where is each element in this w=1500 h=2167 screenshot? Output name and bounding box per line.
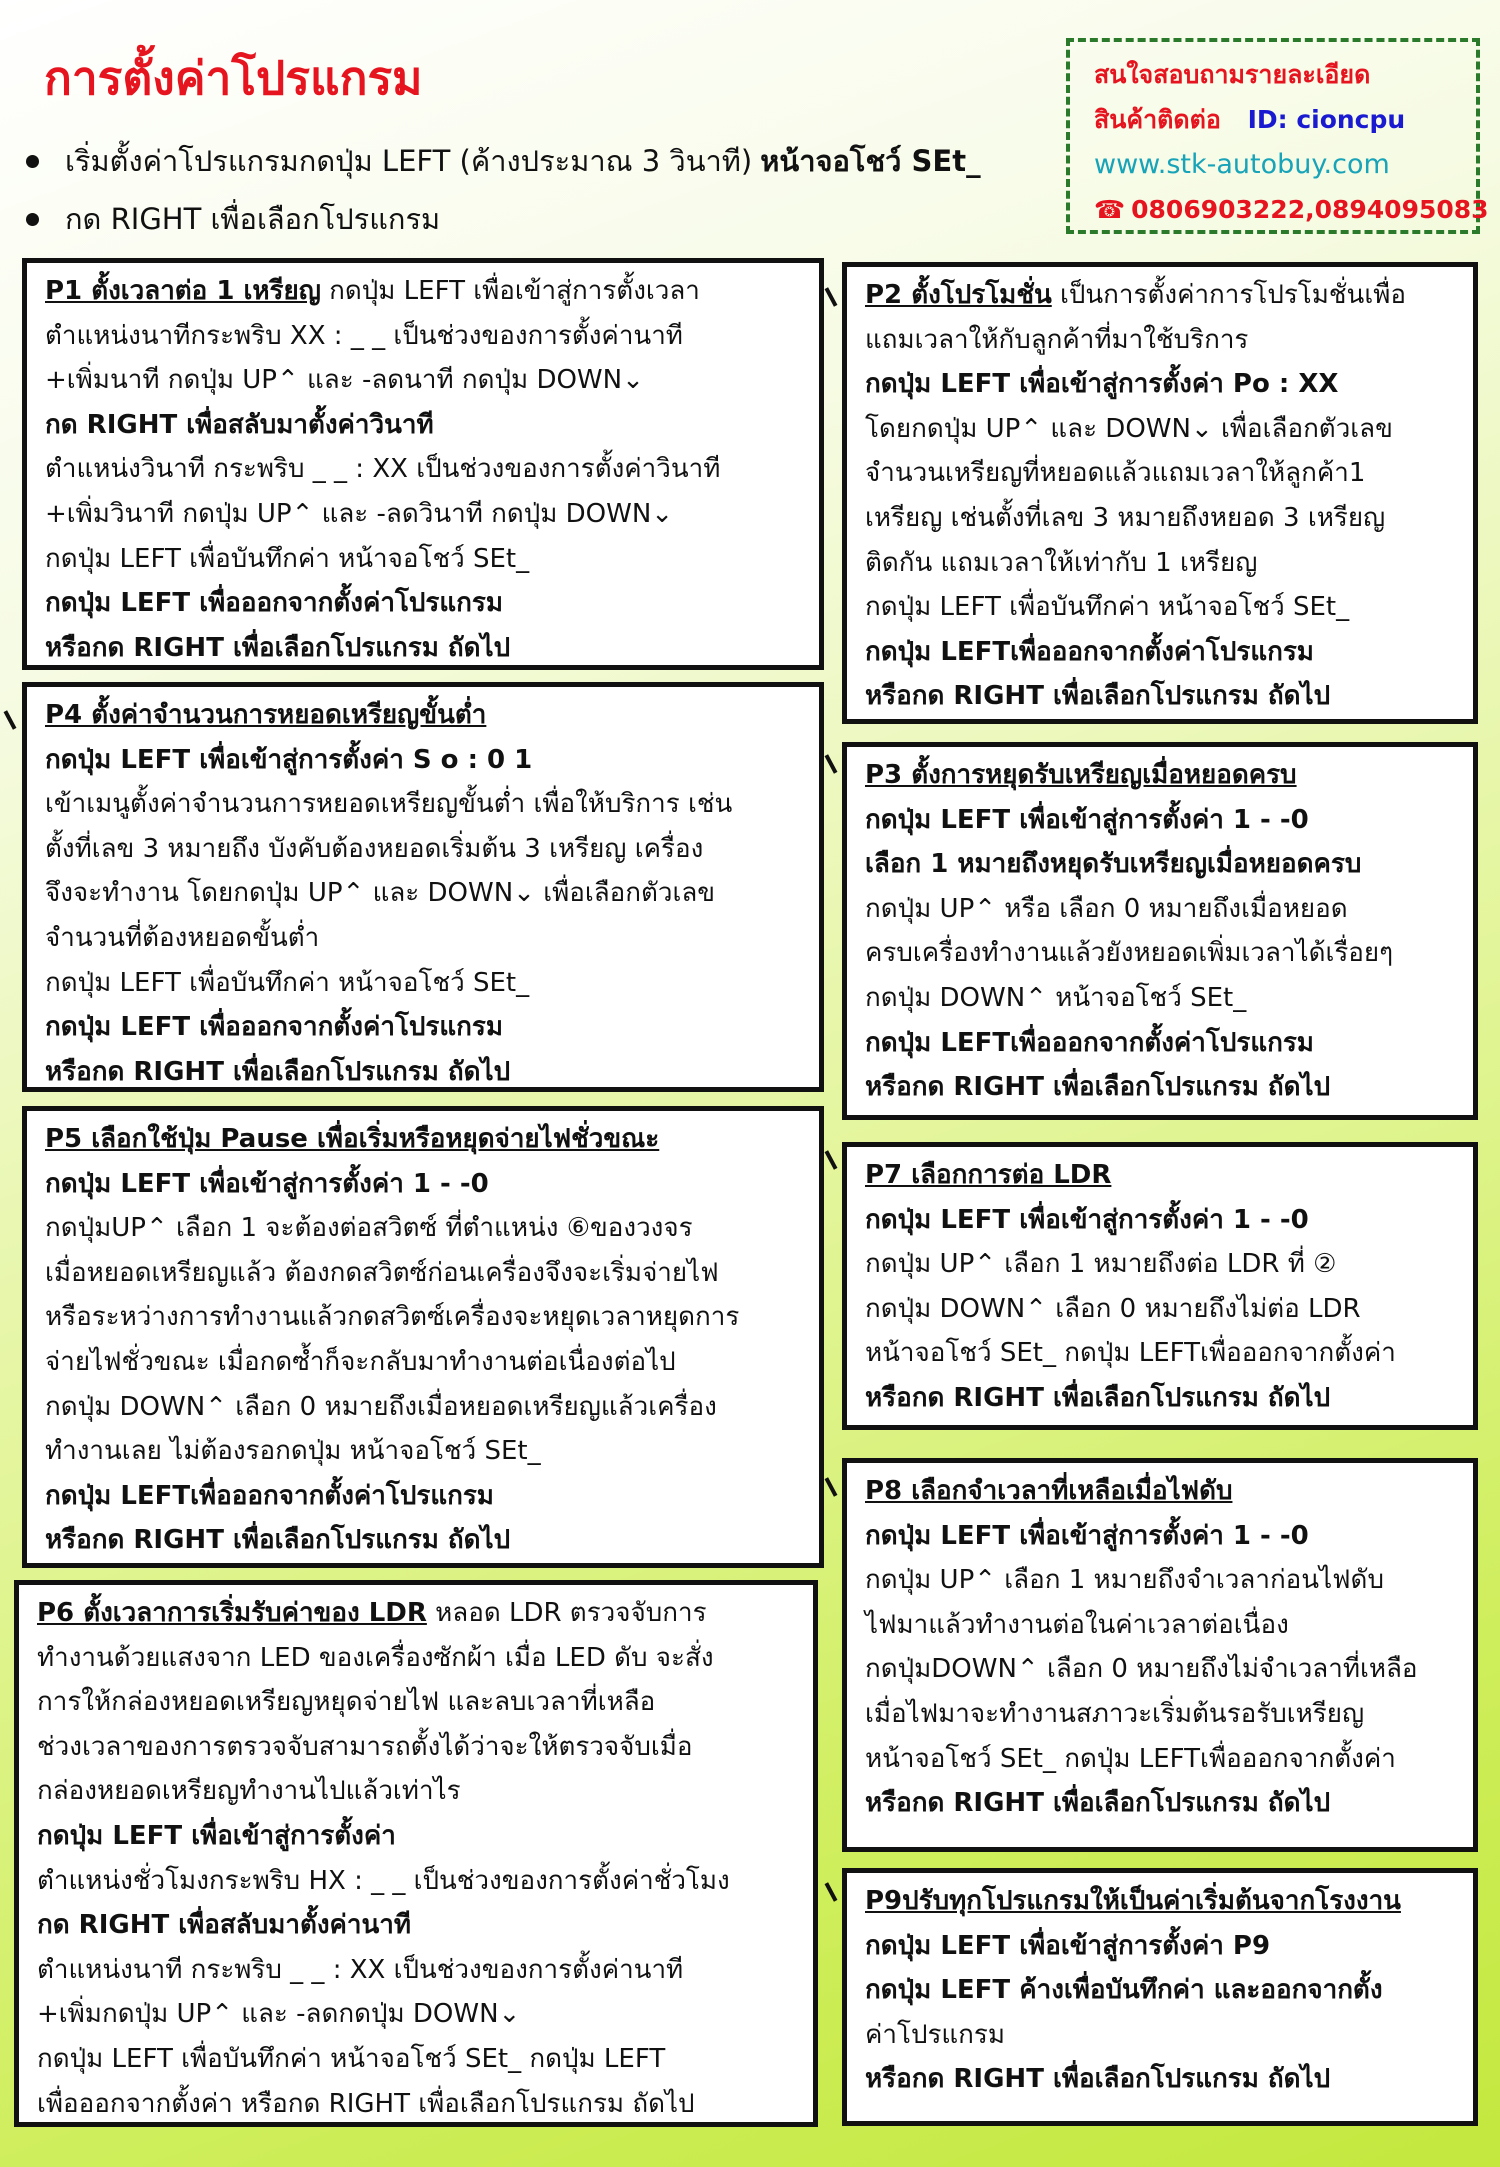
instruction-line: เมื่อไฟมาจะทำงานสภาวะเริ่มต้นรอรับเหรียญ bbox=[865, 1698, 1365, 1729]
instruction-line: +เพิ่มนาที กดปุ่ม UP⌃ และ -ลดนาที กดปุ่ม DOWN⌄ bbox=[45, 365, 644, 396]
panel-title: P9ปรับทุกโปรแกรมให้เป็นค่าเริ่มต้นจากโรงงาน bbox=[865, 1886, 1401, 1916]
instruction-line: กดปุ่ม LEFT เพื่อออกจากตั้งค่าโปรแกรม bbox=[45, 588, 503, 619]
instruction-line: กดปุ่ม LEFT เพื่อเข้าสู่การตั้งค่า 1 - -0 bbox=[865, 1520, 1309, 1551]
instruction-line: หน้าจอโชว์ SEt_ กดปุ่ม LEFTเพื่อออกจากตั้งค่า bbox=[865, 1743, 1396, 1774]
instruction-line: กดปุ่ม LEFT เพื่อเข้าสู่การตั้งค่า 1 - -0 bbox=[865, 804, 1309, 835]
website-link[interactable]: www.stk-autobuy.com bbox=[1094, 149, 1390, 180]
instruction-line: กดปุ่ม UP⌃ เลือก 1 หมายถึงจำเวลาก่อนไฟดับ bbox=[865, 1565, 1384, 1596]
instruction-line: ทำงานด้วยแสงจาก LED ของเครื่องซักผ้า เมื่อ LED ดับ จะสั่ง bbox=[37, 1642, 714, 1673]
instruction-line: กดปุ่ม UP⌃ เลือก 1 หมายถึงต่อ LDR ที่ ② bbox=[865, 1249, 1337, 1280]
panel-title: P8 เลือกจำเวลาที่เหลือเมื่อไฟดับ bbox=[865, 1476, 1233, 1506]
bullet-item bbox=[26, 190, 981, 248]
instruction-line: ตำแหน่งนาที กระพริบ _ _ : XX เป็นช่วงของการตั้งค่านาที bbox=[37, 1954, 684, 1985]
phone-icon: ☎ bbox=[1094, 195, 1126, 224]
panel-title-rest: หลอด LDR ตรวจจับการ bbox=[426, 1598, 707, 1628]
panel-p2 bbox=[842, 262, 1478, 724]
corner-tick-mark bbox=[825, 287, 838, 307]
instruction-line: เพื่อออกจากตั้งค่า หรือกด RIGHT เพื่อเลือกโปรแกรม ถัดไป bbox=[37, 2088, 695, 2119]
panel-heading bbox=[865, 753, 1461, 798]
instruction-line: หรือกด RIGHT เพื่อเลือกโปรแกรม ถัดไป bbox=[865, 1072, 1331, 1103]
bullet-item bbox=[26, 132, 981, 190]
page-title: การตั้งค่าโปรแกรม bbox=[44, 51, 423, 105]
instruction-line: จำนวนเหรียญที่หยอดแล้วแถมเวลาให้ลูกค้า1 bbox=[865, 458, 1366, 489]
contact-box bbox=[1066, 38, 1489, 234]
instruction-line: เลือก 1 หมายถึงหยุดรับเหรียญเมื่อหยอดครบ bbox=[865, 849, 1362, 880]
corner-tick-mark bbox=[825, 754, 838, 774]
instruction-line: กดปุ่ม LEFT เพื่อเข้าสู่การตั้งค่า S o : 0 1 bbox=[45, 744, 533, 775]
panel-p8 bbox=[842, 1458, 1478, 1852]
instruction-line: เหรียญ เช่นตั้งที่เลข 3 หมายถึงหยอด 3 เหรียญ bbox=[865, 502, 1386, 533]
panel-p9 bbox=[842, 1868, 1478, 2126]
instruction-line: กดปุ่ม DOWN⌃ เลือก 0 หมายถึงเมื่อหยอดเหรียญแล้วเครื่อง bbox=[45, 1391, 717, 1422]
instruction-line: กดปุ่ม LEFT เพื่อเข้าสู่การตั้งค่า P9 bbox=[865, 1930, 1271, 1961]
instruction-line: หรือกด RIGHT เพื่อเลือกโปรแกรม ถัดไป bbox=[865, 1382, 1331, 1413]
instruction-line: +เพิ่มวินาที กดปุ่ม UP⌃ และ -ลดวินาที กดปุ่ม DOWN⌄ bbox=[45, 498, 674, 529]
instruction-line: ทำงานเลย ไม่ต้องรอกดปุ่ม หน้าจอโชว์ SEt_ bbox=[45, 1436, 541, 1467]
instruction-line: กดปุ่ม UP⌃ หรือ เลือก 0 หมายถึงเมื่อหยอด bbox=[865, 893, 1348, 924]
panel-title: P5 เลือกใช้ปุ่ม Pause เพื่อเริ่มหรือหยุดจ่ายไฟชั่วขณะ bbox=[45, 1124, 660, 1154]
instruction-line: กดปุ่ม LEFTเพื่อออกจากตั้งค่าโปรแกรม bbox=[865, 1027, 1314, 1058]
instruction-line: จึงจะทำงาน โดยกดปุ่ม UP⌃ และ DOWN⌄ เพื่อเลือกตัวเลข bbox=[45, 878, 716, 909]
instruction-line: กดปุ่ม LEFT เพื่อเข้าสู่การตั้งค่า bbox=[37, 1820, 396, 1851]
instruction-line: กดปุ่ม DOWN⌃ เลือก 0 หมายถึงไม่ต่อ LDR bbox=[865, 1293, 1361, 1324]
intro-bullets bbox=[26, 132, 981, 248]
instruction-line: กดปุ่ม LEFT ค้างเพื่อบันทึกค่า และออกจากตั้ง bbox=[865, 1975, 1383, 2006]
panel-heading bbox=[45, 1117, 807, 1162]
panel-p4 bbox=[22, 682, 824, 1092]
instruction-line: กดปุ่ม LEFTเพื่อออกจากตั้งค่าโปรแกรม bbox=[865, 636, 1314, 667]
instruction-line: โดยกดปุ่ม UP⌃ และ DOWN⌄ เพื่อเลือกตัวเลข bbox=[865, 413, 1393, 444]
panel-p7 bbox=[842, 1142, 1478, 1430]
contact-id-label: สินค้าติดต่อ bbox=[1094, 105, 1221, 134]
panel-heading bbox=[37, 1591, 801, 1636]
panel-title-rest: กดปุ่ม LEFT เพื่อเข้าสู่การตั้งเวลา bbox=[320, 276, 700, 306]
panel-heading bbox=[865, 1153, 1461, 1198]
instruction-line: กล่องหยอดเหรียญทำงานไปแล้วเท่าไร bbox=[37, 1776, 461, 1807]
instruction-line: ตำแหน่งวินาที กระพริบ _ _ : XX เป็นช่วงของการตั้งค่าวินาที bbox=[45, 454, 721, 485]
contact-phone: 0806903222,0894095083 bbox=[1131, 195, 1489, 224]
instruction-line: การให้กล่องหยอดเหรียญหยุดจ่ายไฟ และลบเวลาที่เหลือ bbox=[37, 1687, 656, 1718]
bullet-text: กด RIGHT เพื่อเลือกโปรแกรม bbox=[65, 202, 441, 236]
instruction-line: ครบเครื่องทำงานแล้วยังหยอดเพิ่มเวลาได้เรื่อยๆ bbox=[865, 938, 1394, 969]
instruction-line: กดปุ่ม LEFT เพื่อบันทึกค่า หน้าจอโชว์ SEt_ bbox=[45, 543, 530, 574]
panel-title: P1 ตั้งเวลาต่อ 1 เหรียญ bbox=[45, 276, 321, 306]
instruction-line: กด RIGHT เพื่อสลับมาตั้งค่าวินาที bbox=[45, 409, 434, 440]
instruction-line: หน้าจอโชว์ SEt_ กดปุ่ม LEFTเพื่อออกจากตั้งค่า bbox=[865, 1338, 1396, 1369]
corner-tick-mark bbox=[4, 710, 17, 730]
contact-id-line bbox=[1094, 97, 1476, 142]
instruction-line: ตำแหน่งนาทีกระพริบ XX : _ _ เป็นช่วงของการตั้งค่านาที bbox=[45, 320, 683, 351]
panel-title-rest: เป็นการตั้งค่าการโปรโมชั่นเพื่อ bbox=[1051, 280, 1406, 310]
instruction-line: กดปุ่มDOWN⌃ เลือก 0 หมายถึงไม่จำเวลาที่เหลือ bbox=[865, 1654, 1418, 1685]
panel-title: P3 ตั้งการหยุดรับเหรียญเมื่อหยอดครบ bbox=[865, 760, 1297, 790]
corner-tick-mark bbox=[825, 1150, 838, 1170]
panel-heading bbox=[865, 1469, 1461, 1514]
corner-tick-mark bbox=[825, 1882, 838, 1902]
instruction-line: กดปุ่ม DOWN⌃ หน้าจอโชว์ SEt_ bbox=[865, 982, 1247, 1013]
instruction-line: ตั้งที่เลข 3 หมายถึง บังคับต้องหยอดเริ่มต้น 3 เหรียญ เครื่อง bbox=[45, 833, 704, 864]
instruction-line: ไฟมาแล้วทำงานต่อในค่าเวลาต่อเนื่อง bbox=[865, 1609, 1289, 1640]
panel-heading bbox=[865, 1879, 1461, 1924]
instruction-line: แถมเวลาให้กับลูกค้าที่มาใช้บริการ bbox=[865, 324, 1249, 355]
instruction-line: ช่วงเวลาของการตรวจจับสามารถตั้งได้ว่าจะให้ตรวจจับเมื่อ bbox=[37, 1731, 693, 1762]
panel-heading bbox=[45, 693, 807, 738]
panel-p1 bbox=[22, 258, 824, 670]
instruction-line: หรือกด RIGHT เพื่อเลือกโปรแกรม ถัดไป bbox=[865, 681, 1331, 712]
contact-inquiry: สนใจสอบถามรายละเอียด bbox=[1094, 60, 1371, 89]
instruction-line: กดปุ่ม LEFT เพื่อเข้าสู่การตั้งค่า 1 - -0 bbox=[45, 1168, 489, 1199]
panel-title: P2 ตั้งโปรโมชั่น bbox=[865, 280, 1052, 310]
instruction-line: กดปุ่ม LEFT เพื่อออกจากตั้งค่าโปรแกรม bbox=[45, 1012, 503, 1043]
instruction-line: เข้าเมนูตั้งค่าจำนวนการหยอดเหรียญขั้นต่ำ เพื่อให้บริการ เช่น bbox=[45, 789, 733, 820]
instruction-line: จำนวนที่ต้องหยอดขั้นต่ำ bbox=[45, 922, 320, 953]
instruction-line: กดปุ่ม LEFT เพื่อเข้าสู่การตั้งค่า Po : XX bbox=[865, 369, 1339, 400]
instruction-line: หรือกด RIGHT เพื่อเลือกโปรแกรม ถัดไป bbox=[45, 1525, 511, 1556]
panel-heading bbox=[865, 273, 1461, 318]
panel-p5 bbox=[22, 1106, 824, 1568]
instruction-line: เมื่อหยอดเหรียญแล้ว ต้องกดสวิตซ์ก่อนเครื่องจึงจะเริ่มจ่ายไฟ bbox=[45, 1257, 719, 1288]
instruction-line: หรือกด RIGHT เพื่อเลือกโปรแกรม ถัดไป bbox=[865, 2064, 1331, 2095]
panel-title: P4 ตั้งค่าจำนวนการหยอดเหรียญขั้นต่ำ bbox=[45, 700, 487, 730]
panel-p6 bbox=[14, 1580, 818, 2127]
panel-p3 bbox=[842, 742, 1478, 1120]
panel-heading bbox=[45, 269, 807, 314]
instruction-line: หรือกด RIGHT เพื่อเลือกโปรแกรม ถัดไป bbox=[45, 1056, 511, 1087]
panel-title: P6 ตั้งเวลาการเริ่มรับค่าของ LDR bbox=[37, 1598, 427, 1628]
instruction-line: ติดกัน แถมเวลาให้เท่ากับ 1 เหรียญ bbox=[865, 547, 1258, 578]
contact-phone-line bbox=[1094, 187, 1489, 232]
instruction-line: หรือระหว่างการทำงานแล้วกดสวิตซ์เครื่องจะหยุดเวลาหยุดการ bbox=[45, 1302, 740, 1333]
bullet-text: เริ่มตั้งค่าโปรแกรมกดปุ่ม LEFT (ค้างประมาณ 3 วินาที) bbox=[65, 144, 753, 178]
instruction-line: กดปุ่ม LEFT เพื่อบันทึกค่า หน้าจอโชว์ SEt_ bbox=[45, 967, 530, 998]
instruction-line: กดปุ่ม LEFTเพื่อออกจากตั้งค่าโปรแกรม bbox=[45, 1480, 494, 1511]
instruction-line: กดปุ่มUP⌃ เลือก 1 จะต้องต่อสวิตซ์ ที่ตำแหน่ง ⑥ของวงจร bbox=[45, 1213, 693, 1244]
instruction-line: กดปุ่ม LEFT เพื่อเข้าสู่การตั้งค่า 1 - -0 bbox=[865, 1204, 1309, 1235]
instruction-line: +เพิ่มกดปุ่ม UP⌃ และ -ลดกดปุ่ม DOWN⌄ bbox=[37, 1999, 521, 2030]
instruction-line: กด RIGHT เพื่อสลับมาตั้งค่านาที bbox=[37, 1910, 412, 1941]
contact-id: ID: cioncpu bbox=[1247, 105, 1406, 134]
bullet-dot-icon bbox=[26, 213, 39, 226]
instruction-line: หรือกด RIGHT เพื่อเลือกโปรแกรม ถัดไป bbox=[45, 632, 511, 663]
instruction-line: กดปุ่ม LEFT เพื่อบันทึกค่า หน้าจอโชว์ SEt_ กดปุ่ม LEFT bbox=[37, 2043, 666, 2074]
instruction-line: จ่ายไฟชั่วขณะ เมื่อกดซ้ำก็จะกลับมาทำงานต่อเนื่องต่อไป bbox=[45, 1346, 676, 1377]
panel-title: P7 เลือกการต่อ LDR bbox=[865, 1160, 1112, 1190]
bullet-dot-icon bbox=[26, 155, 39, 168]
instruction-line: หรือกด RIGHT เพื่อเลือกโปรแกรม ถัดไป bbox=[865, 1788, 1331, 1819]
corner-tick-mark bbox=[825, 1477, 838, 1497]
instruction-line: ตำแหน่งชั่วโมงกระพริบ HX : _ _ เป็นช่วงของการตั้งค่าชั่วโมง bbox=[37, 1865, 730, 1896]
instruction-line: ค่าโปรแกรม bbox=[865, 2019, 1006, 2050]
bullet-bold-text: หน้าจอโชว์ SEt_ bbox=[760, 144, 981, 178]
instruction-line: กดปุ่ม LEFT เพื่อบันทึกค่า หน้าจอโชว์ SEt_ bbox=[865, 592, 1350, 623]
